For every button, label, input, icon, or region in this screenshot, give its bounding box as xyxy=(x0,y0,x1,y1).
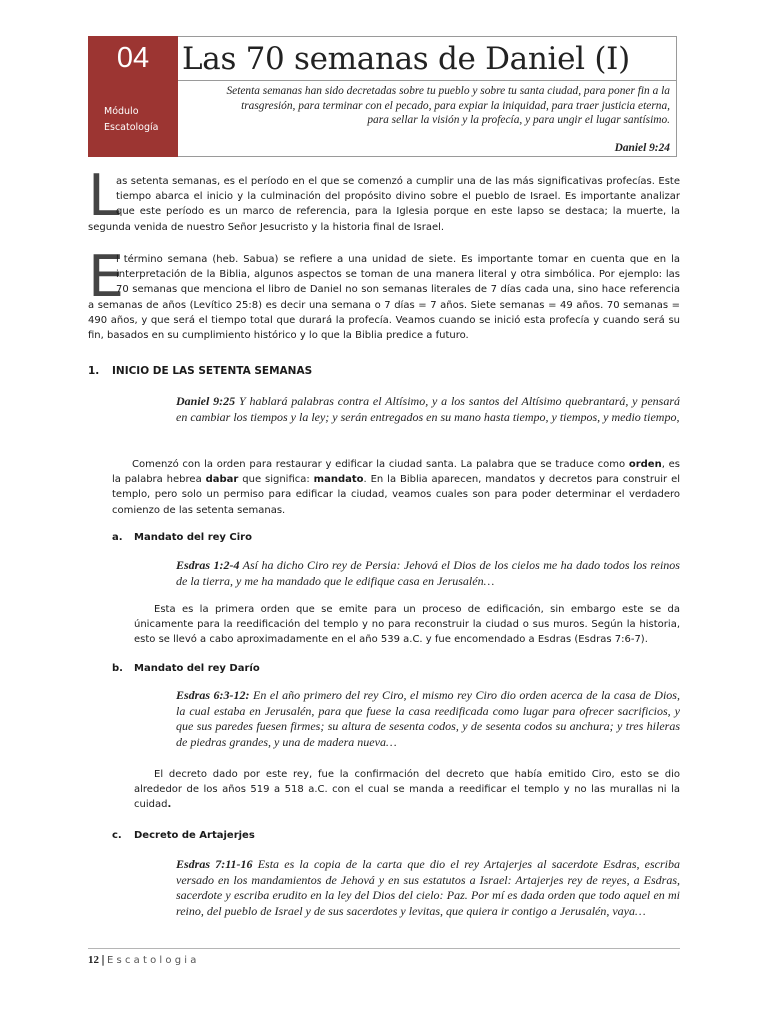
subsection-title: Decreto de Artajerjes xyxy=(134,830,255,841)
scripture-quote-esdras-6 xyxy=(176,688,680,750)
subsection-paragraph-b xyxy=(134,767,680,813)
chapter-number: 04 xyxy=(116,42,150,74)
section-number: 1. xyxy=(88,365,100,377)
page-number: 12 xyxy=(88,954,99,966)
drop-cap-space xyxy=(88,252,116,296)
intro-paragraph-2-text: l término semana (heb. Sabua) se refiere a una unidad de siete. Es importante tomar en cuenta que en la interpretación de la Biblia, algunos aspectos se toman de una manera literal y otra simbólica. Por ejemplo: las 70 semanas que menciona el libro de Daniel no son semanas literales de 7 días cada una, sino hace referencia a semanas de años (Levítico 25:8) es decir una semana o 7 días = 7 años. Siete semanas = 49 años. 70 semanas = 490 años, y que será el tiempo total que durará la profecía. Veamos cuando se inició esta profecía y cuando será su fin, basados en su cumplimiento histórico y lo que la Biblia predice a futuro. xyxy=(88,254,680,342)
paragraph-text: , es la palabra hebrea xyxy=(112,459,680,486)
footer-book-name: Escatologia xyxy=(107,955,200,966)
scripture-quote-daniel xyxy=(176,394,680,425)
subsection-title: Mandato del rey Ciro xyxy=(134,532,252,543)
subsection-number: c. xyxy=(112,830,122,841)
intro-paragraph-1-text: as setenta semanas, es el período en el que se comenzó a cumplir una de las más significativas profecías. Este tiempo abarca el inicio y la culminación del propósito divino sobre el pueblo de Israel. Es importante analizar que este período es un marco de referencia, para la Iglesia porque en este lapso se destaca; la muerte, la segunda venida de nuestro Señor Jesucristo y la historia final de Israel. xyxy=(88,176,680,233)
intro-paragraph-1 xyxy=(88,174,680,235)
subsection-number: b. xyxy=(112,663,123,674)
subsection-heading-c xyxy=(112,830,255,841)
footer-separator: | xyxy=(101,953,106,966)
paragraph-text: Comenzó con la orden para restaurar y edificar la ciudad santa. La palabra que se traduce como xyxy=(132,459,629,470)
scripture-reference: Daniel 9:25 xyxy=(176,394,236,408)
drop-cap-e: E xyxy=(88,244,125,310)
scripture-reference: Esdras 1:2-4 xyxy=(176,558,240,572)
footer-divider xyxy=(88,948,680,949)
scripture-text: Esta es la copia de la carta que dio el rey Artajerjes al sacerdote Esdras, escriba versado en los mandamientos de Jehová y en sus estatutos a Israel: Artajerjes rey de reyes, a Esdras, sacerdote y escriba erudito en la ley del Dios del cielo: Paz. Por mí es dada orden que todo aquel en mi reino, del pueblo de Israel y de sus sacerdotes y levitas, que quiera ir contigo a Jerusalén, vaya… xyxy=(176,857,680,918)
module-label xyxy=(104,104,158,136)
drop-cap-space xyxy=(88,174,116,218)
section-paragraph xyxy=(112,457,680,518)
module-label-line2: Escatología xyxy=(104,122,159,133)
chapter-title: Las 70 semanas de Daniel (I) xyxy=(182,41,630,77)
subsection-heading-b xyxy=(112,663,260,674)
subsection-heading-a xyxy=(112,532,252,543)
paragraph-text: El decreto dado por este rey, fue la confirmación del decreto que había emitido Ciro, esto se dio alrededor de los años 519 a 518 a.C. con el cual se manda a reedificar el templo y no las murallas ni la cuidad xyxy=(134,769,680,811)
module-label-line1: Módulo xyxy=(104,106,139,117)
scripture-reference: Esdras 6:3-12: xyxy=(176,688,250,702)
scripture-text: Y hablará palabras contra el Altísimo, y a los santos del Altísimo quebrantará, y pensará en cambiar los tiempos y la ley; y serán entregados en su mano hasta tiempo, y tiempos, y medio tiempo, xyxy=(176,394,680,424)
epigraph-reference: Daniel 9:24 xyxy=(614,142,670,154)
intro-paragraph-2 xyxy=(88,252,680,343)
section-title: INICIO DE LAS SETENTA SEMANAS xyxy=(112,365,313,377)
paragraph-text: . En la Biblia aparecen, mandatos y decretos para construir el templo, pero solo un permiso para edificar la ciudad, veamos cuales son para poder determinar el verdadero comienzo de las setenta semanas. xyxy=(112,474,681,516)
scripture-text: Así ha dicho Ciro rey de Persia: Jehová el Dios de los cielos me ha dado todos los reinos de la tierra, y me ha mandado que le edifique casa en Jerusalén… xyxy=(176,558,680,588)
epigraph-quote: Setenta semanas han sido decretadas sobre tu pueblo y sobre tu santa ciudad, para poner fin a la trasgresión, para terminar con el pecado, para expiar la iniquidad, para traer justicia eterna, para sellar la visión y la profecía, y para ungir el lugar santísimo. xyxy=(226,85,670,126)
paragraph-end: . xyxy=(167,799,172,811)
drop-cap-l: L xyxy=(88,163,120,229)
paragraph-text: que significa: xyxy=(238,474,314,486)
keyword-mandato: mandato xyxy=(313,474,364,486)
chapter-header xyxy=(88,36,678,157)
subsection-paragraph-a: Esta es la primera orden que se emite para un proceso de edificación, sin embargo este se da únicamente para la reedificación del templo y no para reconstruir la ciudad o sus muros. Según la historia, esto se llevó a cabo aproximadamente en el año 539 a.C. y fue encomendado a Esdras (Esdras 7:6-7). xyxy=(134,604,680,646)
title-divider xyxy=(178,80,677,81)
scripture-quote-esdras-1 xyxy=(176,558,680,589)
scripture-quote-esdras-7 xyxy=(176,857,680,919)
subsection-title: Mandato del rey Darío xyxy=(134,663,260,674)
scripture-reference: Esdras 7:11-16 xyxy=(176,857,253,871)
keyword-orden: orden xyxy=(628,459,662,470)
section-heading xyxy=(88,365,312,377)
keyword-dabar: dabar xyxy=(205,474,239,486)
page-footer xyxy=(88,953,200,966)
scripture-text: En el año primero del rey Ciro, el mismo rey Ciro dio orden acerca de la casa de Dios, la cual estaba en Jerusalén, para que fuese la casa reedificada como lugar para ofrecer sacrificios, y que sus paredes fuesen firmes; su altura de sesenta codos, y de sesenta codos su anchura; y tres hileras de piedras grandes, y una de madera nueva… xyxy=(176,688,680,749)
subsection-number: a. xyxy=(112,532,123,543)
